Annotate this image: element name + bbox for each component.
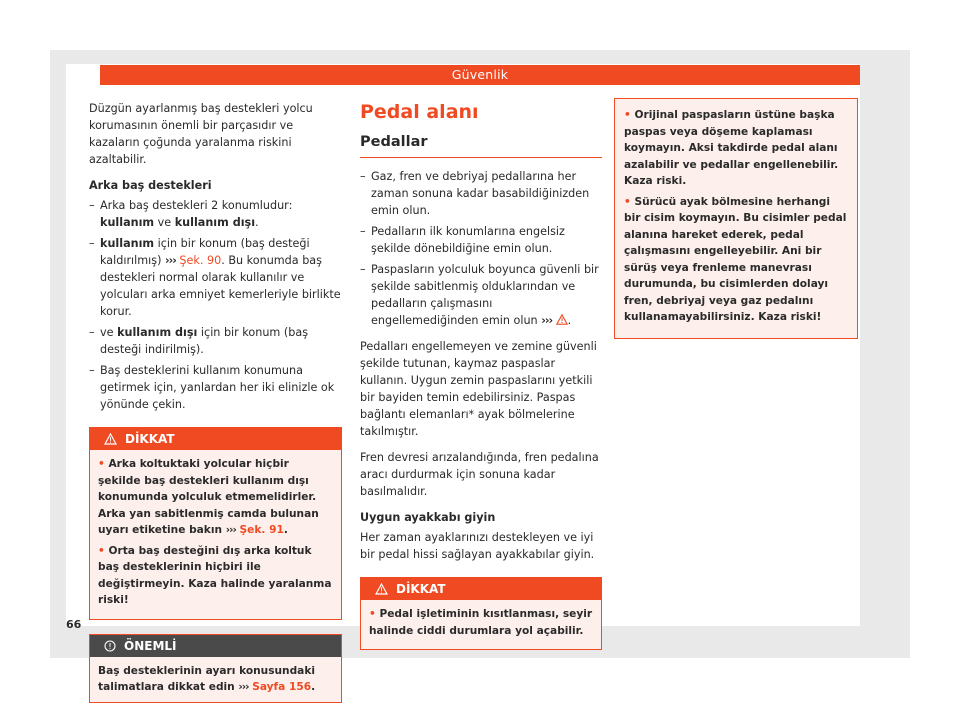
notice-box [89, 634, 342, 703]
list-item: – kullanım için bir konum (baş desteği kaldırılmış) ››› Şek. 90. Bu konumda baş destekleri normal olarak kullanılır ve yolcuları arka emniyet kemerleriyle birlikte korur. [89, 235, 342, 320]
page-number: 66 [66, 618, 82, 631]
column-3 [614, 98, 858, 349]
figure-link[interactable]: Şek. 91 [235, 524, 284, 536]
warning-box [89, 427, 342, 620]
notice-title: ÖNEMLİ [124, 638, 177, 653]
list-item: – Pedalların ilk konumlarına engelsiz şekilde dönebildiğine emin olun. [360, 223, 602, 257]
warning-title: DİKKAT [125, 432, 175, 446]
notice-header [90, 635, 341, 657]
cross-ref-arrows: ››› [165, 254, 176, 267]
section-subtitle: Pedallar [360, 132, 602, 158]
warning-title: DİKKAT [396, 582, 446, 596]
warning-item: • Orijinal paspasların üstüne başka paspas veya döşeme kaplaması koymayın. Aksi takdirde pedal alanı azalabilir ve pedallar engellenebilir. Kaza riski. [624, 109, 839, 187]
pedal-list [360, 168, 602, 329]
section-header: Güvenlik [100, 65, 860, 85]
warning-header [361, 578, 601, 600]
column-2 [360, 100, 602, 660]
intro-paragraph: Düzgün ayarlanmış baş destekleri yolcu korumasının önemli bir parçasıdır ve kazaların çoğunda yaralanma riskini azaltabilir. [89, 102, 313, 166]
list-item: – Arka baş destekleri 2 konumludur: kullanım ve kullanım dışı. [89, 197, 342, 231]
list-item: – Baş desteklerini kullanım konumuna getirmek için, yanlardan her iki elinizle ok yönünde çekin. [89, 362, 342, 413]
warning-triangle-icon [104, 433, 117, 445]
list-item: – Paspasların yolculuk boyunca güvenli bir şekilde sabitlenmiş olduklarından ve pedalların çalışmasını engellemediğinden emin olun ››› . [360, 261, 602, 329]
list-item: – ve kullanım dışı için bir konum (baş desteği indirilmiş). [89, 324, 342, 358]
figure-link[interactable]: Şek. 90 [175, 254, 222, 267]
page-link[interactable]: Sayfa 156 [248, 681, 312, 693]
info-circle-icon [104, 640, 116, 652]
warning-item: • Arka koltuktaki yolcular hiçbir şekilde baş destekleri kullanım dışı konumunda yolculuk etmemelidirler. Arka yan sabitlenmiş camda bulunan uyarı etiketine bakın ››› Şek. 91. [98, 458, 319, 536]
warning-item: • Sürücü ayak bölmesine herhangi bir cisim koymayın. Bu cisimler pedal alanına hareket ederek, pedal çalışmasını engelleyebilir. Ani bir sürüş veya frenleme manevrası durumunda, bu cisimlerden dolayı fren, debriyaj veya gaz pedalını kullanamayabilirsiniz. Kaza riski! [624, 195, 847, 323]
warning-box [360, 577, 602, 650]
warning-item: • Pedal işletiminin kısıtlanması, seyir halinde ciddi durumlara yol açabilir. [369, 608, 593, 637]
warning-body [361, 600, 601, 649]
warning-triangle-icon [375, 583, 388, 595]
column-1 [89, 100, 342, 713]
warning-continuation-box [614, 98, 858, 339]
warning-triangle-icon[interactable] [556, 314, 568, 325]
warning-body [90, 450, 341, 619]
warning-header [90, 428, 341, 450]
list-item: – Gaz, fren ve debriyaj pedallarına her zaman sonuna kadar basabildiğinizden emin olun. [360, 168, 602, 219]
warning-item: • Orta baş desteğini dış arka koltuk baş desteklerinin hiçbiri ile değiştirmeyin. Kaza halinde yaralanma riski! [98, 544, 332, 606]
paragraph: Fren devresi arızalandığında, fren pedalına aracı durdurmak için sonuna kadar basılmalıdır. [360, 451, 599, 498]
section-title: Pedal alanı [360, 101, 479, 123]
rear-head-restraint-list [89, 197, 342, 413]
notice-body: Baş desteklerinin ayarı konusundaki talimatlara dikkat edin ››› Sayfa 156. [90, 657, 341, 702]
paragraph: Pedalları engellemeyen ve zemine güvenli şekilde tutunan, kaymaz paspaslar kullanın. Uygun zemin paspaslarını yetkili bir bayiden temin edebilirsiniz. Paspas bağlantı elemanları* ayak bölmelerine takılmıştır. [360, 340, 597, 438]
subheading-shoes: Uygun ayakkabı giyin [360, 511, 496, 524]
paragraph: Her zaman ayaklarınızı destekleyen ve iyi bir pedal hissi sağlayan ayakkabılar giyin. [360, 531, 595, 561]
subheading-rear-head-restraints: Arka baş destekleri [89, 179, 212, 192]
warning-continuation-body [615, 99, 857, 338]
